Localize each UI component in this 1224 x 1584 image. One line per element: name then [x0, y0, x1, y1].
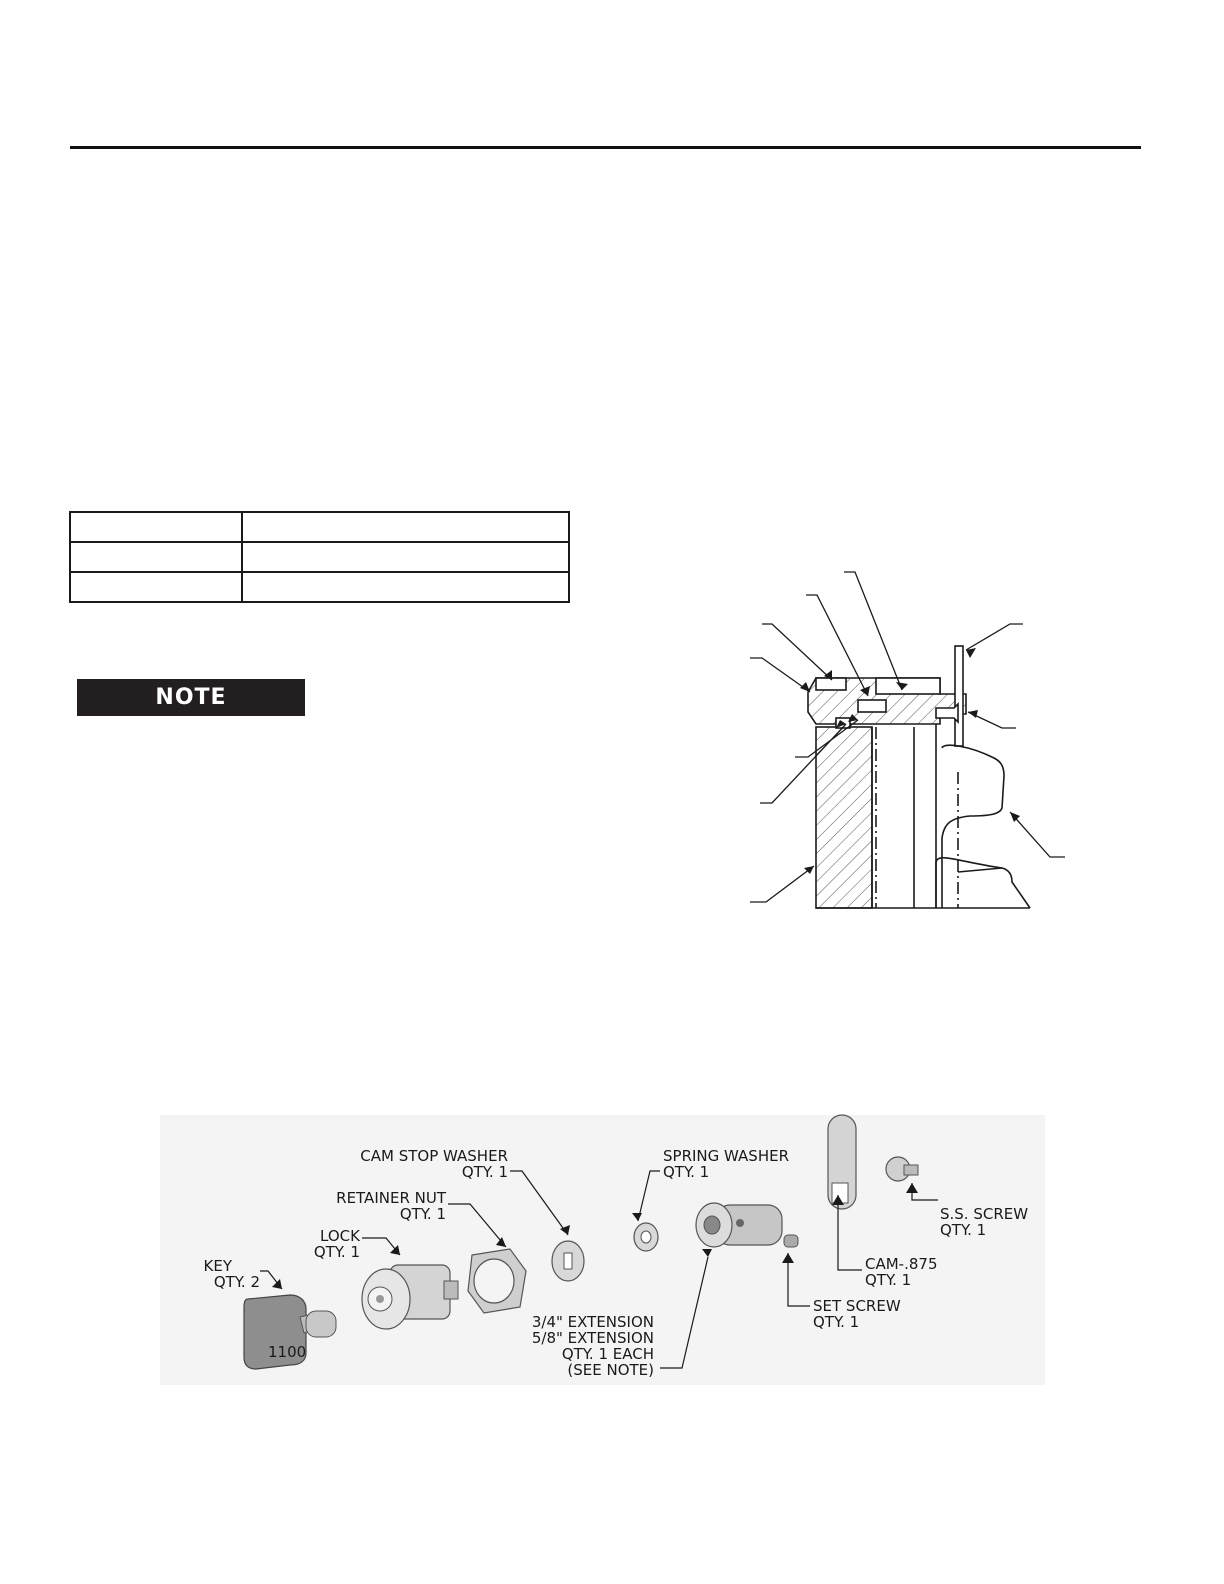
table-cell [70, 542, 242, 572]
extension-label-2: 5/8" EXTENSION [531, 1329, 654, 1347]
table-cell [242, 542, 569, 572]
table-cell [242, 572, 569, 602]
ss-screw-qty: QTY. 1 [940, 1221, 987, 1239]
extension-note: (SEE NOTE) [567, 1361, 654, 1379]
table-cell [242, 512, 569, 542]
extension-qty: QTY. 1 EACH [561, 1345, 654, 1363]
set-screw-part [784, 1235, 798, 1247]
retainer-nut-qty: QTY. 1 [399, 1205, 446, 1223]
lock-exploded-parts-diagram [160, 1085, 1050, 1385]
cam-bar [955, 646, 963, 746]
spring-washer-qty: QTY. 1 [663, 1163, 710, 1181]
key-qty: QTY. 2 [213, 1273, 260, 1291]
extension-label-1: 3/4" EXTENSION [531, 1313, 654, 1331]
header-rule [70, 146, 1141, 149]
table-row [70, 572, 569, 602]
ss-screw-label: S.S. SCREW [940, 1205, 1029, 1223]
extension-part [696, 1203, 782, 1247]
lock-part [362, 1265, 458, 1329]
lock-cross-section-diagram [740, 562, 1080, 922]
retainer-nut-label: RETAINER NUT [336, 1189, 446, 1207]
cam-part [828, 1115, 856, 1209]
cam-stop-washer-qty: QTY. 1 [461, 1163, 508, 1181]
key-label: KEY [203, 1257, 232, 1275]
key-number: 1100 [268, 1343, 307, 1361]
cam-stop-washer-part [552, 1241, 584, 1281]
spring-washer-label: SPRING WASHER [663, 1147, 789, 1165]
set-screw-label: SET SCREW [813, 1297, 901, 1315]
cam-qty: QTY. 1 [865, 1271, 912, 1289]
cam-stop-washer-label: CAM STOP WASHER [360, 1147, 508, 1165]
spec-table [69, 511, 570, 603]
table-cell [70, 572, 242, 602]
retainer-nut-part [468, 1249, 526, 1313]
cam-label: CAM-.875 [865, 1255, 938, 1273]
table-row [70, 542, 569, 572]
table-row [70, 512, 569, 542]
note-banner: NOTE [77, 679, 305, 716]
table-cell [70, 512, 242, 542]
door-panel [816, 727, 872, 908]
spring-washer-part [634, 1223, 658, 1251]
lock-label: LOCK [320, 1227, 360, 1245]
lock-qty: QTY. 1 [313, 1243, 360, 1261]
set-screw-qty: QTY. 1 [813, 1313, 860, 1331]
